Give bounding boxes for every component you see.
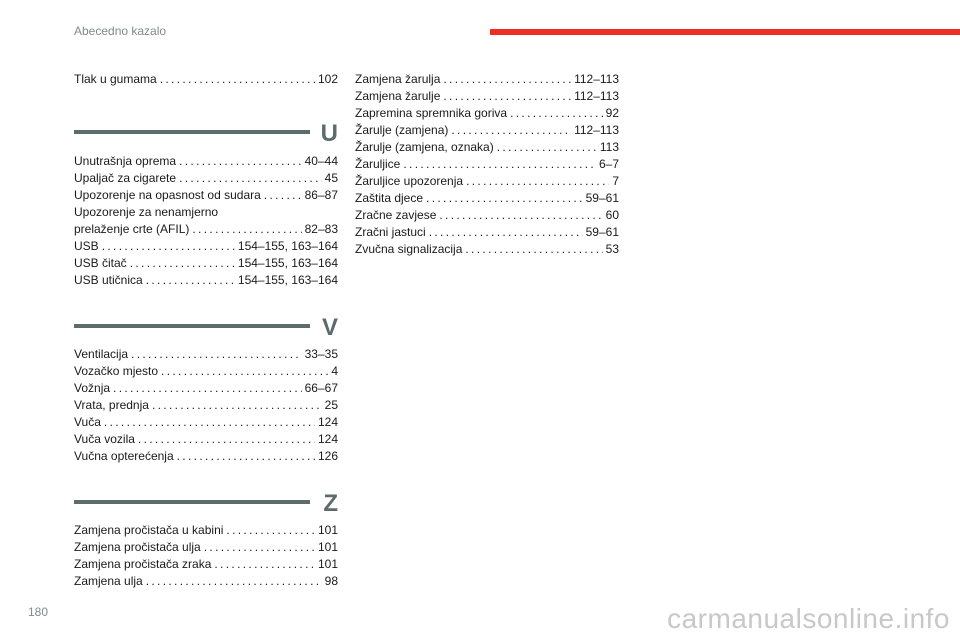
- index-entry-page: 7: [612, 174, 619, 188]
- index-entry-page: 33–35: [304, 347, 338, 361]
- index-entry[interactable]: [74, 153, 338, 170]
- index-entry-label: Upaljač za cigarete: [74, 171, 177, 185]
- index-entry-label: Vučna opterećenja: [74, 449, 174, 463]
- index-entry-label: Vuča: [74, 415, 101, 429]
- index-entry[interactable]: [74, 346, 338, 363]
- section-letter: Z: [323, 490, 338, 517]
- section-rule: [74, 500, 310, 504]
- leader-dots: [104, 414, 315, 431]
- leader-dots: [152, 397, 322, 414]
- index-entry-label: Tlak u gumama: [74, 72, 157, 86]
- leader-dots: [429, 224, 583, 241]
- index-entry-page: 60: [605, 208, 619, 222]
- index-entry[interactable]: [74, 71, 338, 88]
- index-entry[interactable]: [355, 105, 619, 122]
- leader-dots: [113, 380, 302, 397]
- index-entry[interactable]: [74, 448, 338, 465]
- index-entry[interactable]: [355, 139, 619, 156]
- index-entry[interactable]: [355, 241, 619, 258]
- index-entry-label: USB: [74, 239, 99, 253]
- index-entry-page: 124: [317, 432, 338, 446]
- leader-dots: [497, 139, 597, 156]
- index-entry-label: Unutrašnja oprema: [74, 154, 177, 168]
- index-entry-page: 53: [605, 242, 619, 256]
- section-rule: [74, 130, 310, 134]
- index-entry-page: 154–155, 163–164: [237, 273, 338, 287]
- section-header-v: [74, 316, 338, 346]
- index-entry[interactable]: [74, 397, 338, 414]
- index-entry-page: 6–7: [598, 157, 619, 171]
- section-letter: V: [321, 314, 338, 341]
- index-entry-page: 112–113: [574, 89, 619, 103]
- index-entry-label: Zračne zavjese: [355, 208, 437, 222]
- index-entry[interactable]: [74, 380, 338, 397]
- index-entry-page: 98: [324, 574, 338, 588]
- index-entry-page: 102: [317, 72, 338, 86]
- leader-dots: [177, 448, 315, 465]
- leader-dots: [192, 221, 301, 238]
- index-entry-label: Žaruljice: [355, 157, 401, 171]
- index-entry[interactable]: [355, 224, 619, 241]
- index-entry-label: Zaštita djece: [355, 191, 424, 205]
- index-entry-page: 92: [605, 106, 619, 120]
- index-entry-label: Zamjena pročistača zraka: [74, 557, 212, 571]
- index-entry-label: USB utičnica: [74, 273, 143, 287]
- leader-dots: [179, 170, 322, 187]
- index-entry[interactable]: [355, 71, 619, 88]
- leader-dots: [426, 190, 583, 207]
- index-entry-page: 112–113: [574, 123, 619, 137]
- leader-dots: [146, 573, 322, 590]
- index-entry[interactable]: [355, 122, 619, 139]
- leader-dots: [466, 173, 609, 190]
- index-entry[interactable]: [74, 221, 338, 238]
- index-entry-page: 101: [317, 540, 338, 554]
- leader-dots: [130, 255, 235, 272]
- leader-dots: [451, 122, 571, 139]
- leader-dots: [443, 71, 571, 88]
- index-entry[interactable]: [355, 190, 619, 207]
- index-entry[interactable]: [74, 170, 338, 187]
- index-entry-label: prelaženje crte (AFIL): [74, 222, 190, 236]
- leader-dots: [214, 556, 315, 573]
- index-entry[interactable]: [74, 573, 338, 590]
- index-entry[interactable]: [74, 255, 338, 272]
- index-entry-page: 4: [331, 364, 338, 378]
- index-entry[interactable]: [74, 431, 338, 448]
- index-entry-label: Zamjena žarulja: [355, 72, 441, 86]
- section-header-z: [74, 492, 338, 522]
- leader-dots: [439, 207, 602, 224]
- leader-dots: [102, 238, 235, 255]
- index-entry-label: Žaruljice upozorenja: [355, 174, 464, 188]
- leader-dots: [160, 71, 315, 88]
- index-entry-label: Žarulje (zamjena, oznaka): [355, 140, 494, 154]
- leader-dots: [226, 522, 315, 539]
- index-entry-label: USB čitač: [74, 256, 127, 270]
- index-entry[interactable]: [355, 173, 619, 190]
- page-number: 180: [28, 605, 49, 619]
- index-column-left-top: [74, 71, 338, 88]
- index-entry[interactable]: [74, 272, 338, 289]
- section-letter: U: [320, 120, 338, 147]
- leader-dots: [403, 156, 596, 173]
- index-entry-label: Zapremina spremnika goriva: [355, 106, 508, 120]
- index-entry-label: Zamjena žarulje: [355, 89, 441, 103]
- index-entry-page: 112–113: [574, 72, 619, 86]
- leader-dots: [138, 431, 315, 448]
- index-entry-label: Žarulje (zamjena): [355, 123, 449, 137]
- index-entry-label: Vozačko mjesto: [74, 364, 159, 378]
- index-entry-label: Ventilacija: [74, 347, 129, 361]
- index-entry-page: 154–155, 163–164: [237, 256, 338, 270]
- section-header-u: [74, 122, 338, 152]
- index-entry-label: Vožnja: [74, 381, 111, 395]
- leader-dots: [443, 88, 571, 105]
- index-entry-label: Zvučna signalizacija: [355, 242, 463, 256]
- index-entry-page: 82–83: [304, 222, 338, 236]
- leader-dots: [465, 241, 602, 258]
- leader-dots: [264, 187, 302, 204]
- index-entry-page: 124: [317, 415, 338, 429]
- index-entry[interactable]: [74, 187, 338, 204]
- index-entry-label: Vrata, prednja: [74, 398, 149, 412]
- index-entry-label: Zamjena ulja: [74, 574, 143, 588]
- index-entry-label: Vuča vozila: [74, 432, 135, 446]
- index-entry-label: Upozorenje na opasnost od sudara: [74, 188, 261, 202]
- index-entry[interactable]: [74, 414, 338, 431]
- leader-dots: [161, 363, 328, 380]
- index-entry[interactable]: [74, 363, 338, 380]
- watermark: carmanualsonline.info: [667, 603, 950, 634]
- index-entry-label: Zračni jastuci: [355, 225, 426, 239]
- index-column-right: [355, 71, 619, 258]
- index-entry-page: 66–67: [304, 381, 338, 395]
- index-entry-page: 113: [599, 140, 619, 154]
- index-entry-page: 45: [324, 171, 338, 185]
- index-entry-page: 59–61: [585, 191, 619, 205]
- index-entry-page: 86–87: [304, 188, 338, 202]
- leader-dots: [204, 539, 315, 556]
- index-entry-label: Zamjena pročistača u kabini: [74, 523, 224, 537]
- index-section-z: [74, 522, 338, 590]
- index-entry-page: 101: [317, 523, 338, 537]
- index-entry-page: 40–44: [304, 154, 338, 168]
- header-accent-bar: [490, 29, 960, 35]
- index-entry[interactable]: [355, 88, 619, 105]
- leader-dots: [510, 105, 603, 122]
- index-entry-page: 25: [324, 398, 338, 412]
- index-entry[interactable]: [355, 156, 619, 173]
- index-entry-page: 126: [317, 449, 338, 463]
- index-entry-label: Zamjena pročistača ulja: [74, 540, 201, 554]
- index-entry-page: 154–155, 163–164: [237, 239, 338, 253]
- leader-dots: [146, 272, 235, 289]
- index-entry[interactable]: [74, 522, 338, 539]
- index-entry-page: 59–61: [585, 225, 619, 239]
- leader-dots: [131, 346, 302, 363]
- index-section-v: [74, 346, 338, 465]
- index-section-u: [74, 153, 338, 289]
- index-entry[interactable]: [74, 539, 338, 556]
- index-entry[interactable]: [74, 238, 338, 255]
- section-rule: [74, 324, 310, 328]
- index-entry[interactable]: [355, 207, 619, 224]
- index-entry[interactable]: [74, 556, 338, 573]
- page-header-title: Abecedno kazalo: [74, 24, 167, 38]
- leader-dots: [179, 153, 302, 170]
- index-entry-label-line1: Upozorenje za nenamjerno: [74, 205, 219, 219]
- index-entry-page: 101: [317, 557, 338, 571]
